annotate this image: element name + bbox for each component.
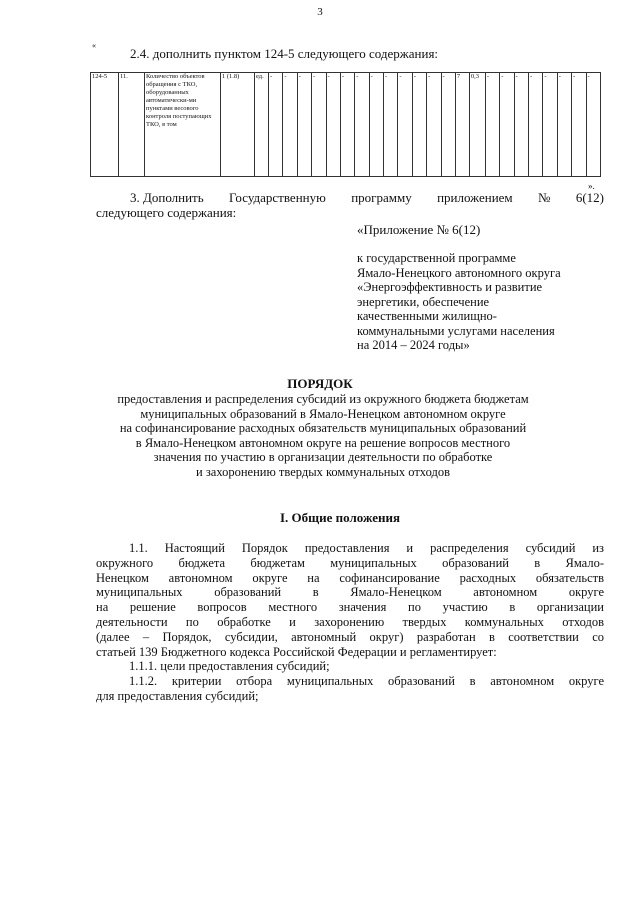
dash-cell: - — [485, 73, 499, 177]
appendix-line: к государственной программе — [357, 251, 516, 265]
row-number: 124-5 — [91, 73, 119, 177]
paragraph-line: (далее – Порядок, субсидии, автономный округ) разработан в соответствии со — [96, 629, 604, 644]
dash-cell: - — [557, 73, 571, 177]
dash-cell: - — [355, 73, 369, 177]
dash-cell: - — [572, 73, 586, 177]
appendix-line: «Энергоэффективность и развитие — [357, 280, 543, 294]
paragraph-line: статьей 139 Бюджетного кодекса Российской Федерации и регламентирует: — [96, 644, 497, 659]
order-line: значения по участию в организации деятельности по обработке — [153, 450, 493, 464]
item-1-1-2-line: 1.1.2. критерии отбора муниципальных образований в автономном округе — [129, 674, 604, 689]
row-description: Количество объектов обращения с ТКО, оборудованных автоматически-ми пунктами весового контроля поступающих ТКО, в том — [145, 73, 221, 177]
row-unit: ед. — [255, 73, 269, 177]
appendix-title: «Приложение № 6(12) — [357, 222, 481, 237]
dash-cell: - — [384, 73, 398, 177]
item-1-1-2-line: для предоставления субсидий; — [96, 688, 259, 703]
paragraph-1-1 — [96, 541, 604, 704]
paragraph-line: Ненецком автономном округе на софинансирование расходных обязательств — [96, 570, 604, 585]
dash-cell: - — [283, 73, 297, 177]
dash-cell: - — [398, 73, 412, 177]
item-2-4: 2.4. дополнить пунктом 124-5 следующего содержания: — [130, 46, 439, 61]
dash-cell: - — [500, 73, 514, 177]
row-base: 1 (1.8) — [221, 73, 255, 177]
item-3-text: 6(12) — [575, 190, 604, 205]
item-3-text: программу — [351, 190, 412, 205]
dash-cell: - — [269, 73, 283, 177]
paragraph-line: деятельности по обработке и захоронению твердых коммунальных отходов — [96, 614, 604, 629]
appendix-block — [357, 251, 561, 353]
appendix-line: коммунальными услугами населения — [357, 323, 555, 338]
appendix-line: энергетики, обеспечение — [357, 294, 490, 309]
item-3-text: 3. Дополнить — [130, 190, 204, 205]
row-index: 11. — [119, 73, 145, 177]
item-3-text: Государственную — [229, 190, 326, 205]
appendix-line: Ямало-Ненецкого автономного округа — [357, 265, 561, 280]
order-subtitle — [60, 392, 586, 479]
appendix-line: на 2014 – 2024 годы» — [357, 338, 470, 352]
value-cell: 7 — [455, 73, 469, 177]
dash-cell: - — [297, 73, 311, 177]
item-3-line2: следующего содержания: — [96, 205, 237, 220]
dash-cell: - — [427, 73, 441, 177]
dash-cell: - — [340, 73, 354, 177]
paragraph-line: муниципальных образований в Ямало-Ненецком автономном округе — [96, 585, 604, 600]
order-line: в Ямало-Ненецком автономном округе на решение вопросов местного — [135, 435, 511, 450]
open-quote: « — [92, 41, 96, 50]
dash-cell: - — [369, 73, 383, 177]
order-line: муниципальных образований в Ямало-Ненецком автономном округе — [140, 406, 506, 421]
table-row — [91, 73, 601, 177]
order-line: предоставления и распределения субсидий из окружного бюджета бюджетам — [117, 392, 529, 406]
order-heading: ПОРЯДОК — [287, 376, 353, 391]
dash-cell: - — [312, 73, 326, 177]
close-quote: ». — [588, 181, 595, 191]
paragraph-line: на решение вопросов местного значения по участию в организации — [96, 600, 604, 615]
dash-cell: - — [529, 73, 543, 177]
dash-cell: - — [514, 73, 528, 177]
page-number: 3 — [317, 6, 323, 18]
order-line: на софинансирование расходных обязательств муниципальных образований — [119, 421, 527, 435]
dash-cell: - — [543, 73, 557, 177]
appendix-line: качественными жилищно- — [357, 309, 497, 323]
dash-cell: - — [412, 73, 426, 177]
section-title: I. Общие положения — [280, 510, 400, 525]
order-line: и захоронению твердых коммунальных отходов — [196, 464, 450, 479]
item-3-line1 — [96, 190, 604, 205]
amendment-table — [90, 72, 601, 177]
paragraph-line: окружного бюджета бюджетам муниципальных образований в Ямало- — [96, 555, 604, 570]
paragraph-line: 1.1. Настоящий Порядок предоставления и распределения субсидий из — [129, 541, 604, 555]
value-cell: 0,3 — [469, 73, 485, 177]
item-3-text: приложением — [437, 190, 513, 205]
dash-cell: - — [441, 73, 455, 177]
item-3-text: № — [538, 190, 551, 205]
dash-cell: - — [326, 73, 340, 177]
dash-cell: - — [586, 73, 601, 177]
item-1-1-1: 1.1.1. цели предоставления субсидий; — [129, 659, 330, 674]
